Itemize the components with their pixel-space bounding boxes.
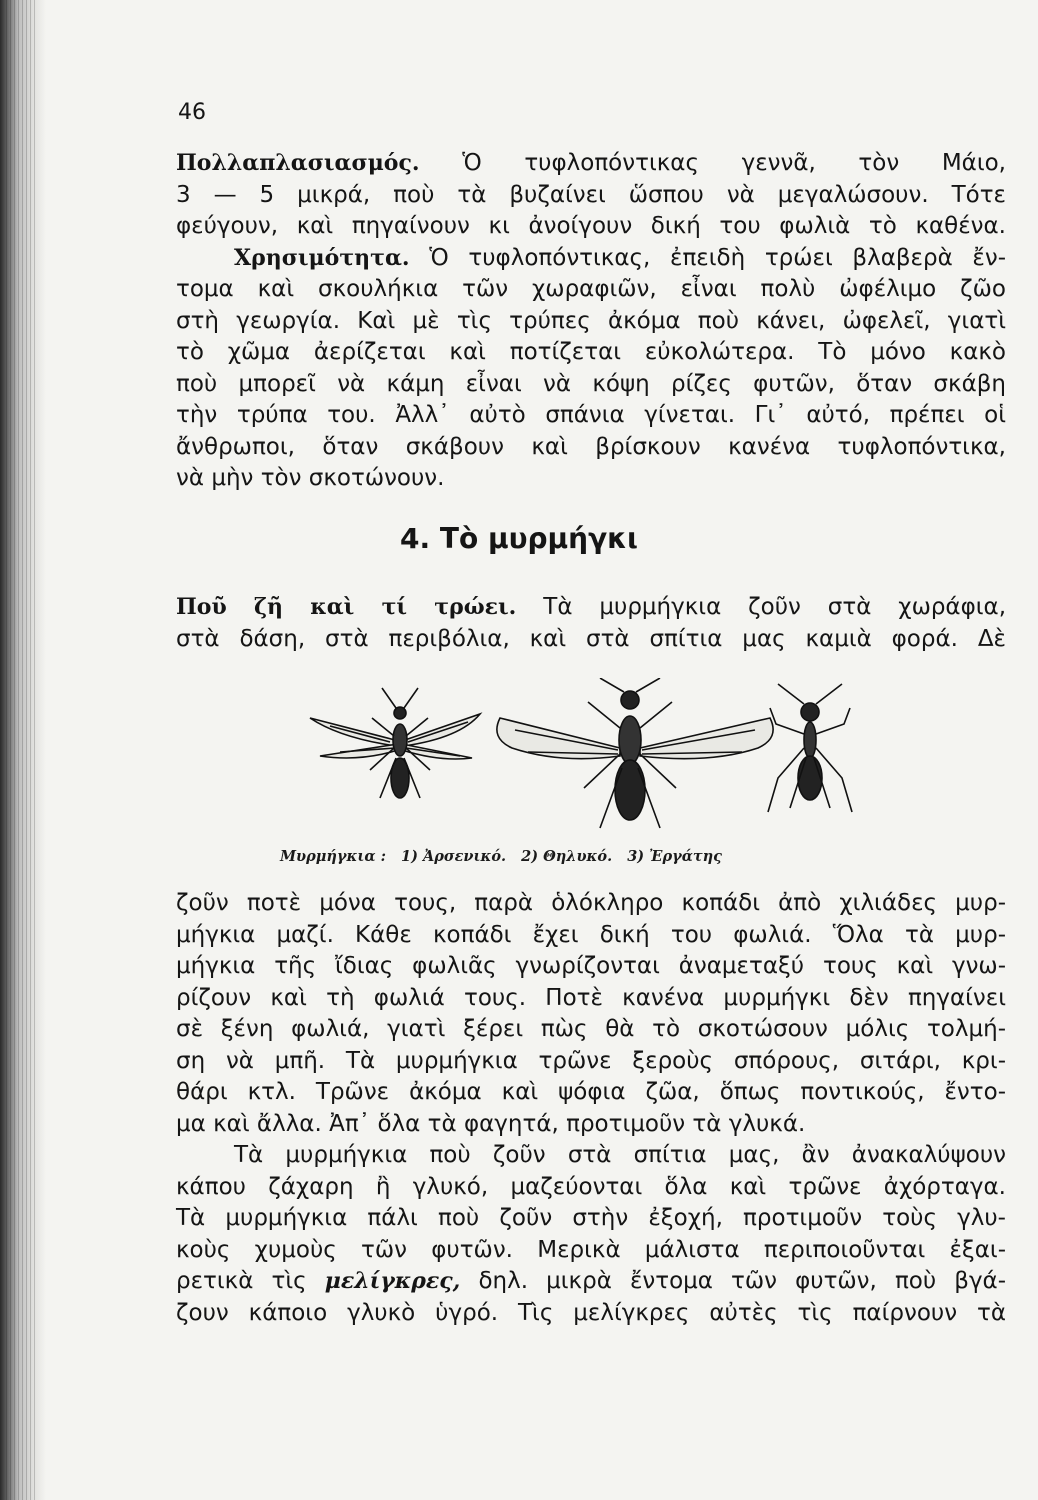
- text-line: ρετικὰ τὶς μελίγκρες, δηλ. μικρὰ ἔντομα τῶν φυτῶν, ποὺ βγά-: [176, 1268, 1007, 1294]
- text-line: νὰ μὴν τὸν σκοτώνουν.: [176, 465, 445, 491]
- text-line: φεύγουν, καὶ πηγαίνουν κι ἀνοίγουν δική του φωλιὰ τὸ καθένα.: [176, 213, 1006, 239]
- section-heading: 4. Τὸ μυρμήγκι: [400, 522, 638, 555]
- figure-caption: [280, 848, 900, 865]
- text-block-colony: [176, 888, 1006, 1329]
- text-line: ση νὰ μπῆ. Τὰ μυρμήγκια τρῶνε ξεροὺς σπόρους, σιτάρι, κρι-: [176, 1047, 1006, 1074]
- text-line: μήγκια τῆς ἴδιας φωλιᾶς γνωρίζονται ἀναμεταξύ τους καὶ γνω-: [176, 953, 1006, 979]
- text-line: ζουν κάποιο γλυκὸ ὑγρό. Τὶς μελίγκρες αὐτὲς τὶς παίρνουν τὰ: [176, 1299, 1006, 1326]
- text-line: σὲ ξένη φωλιά, γιατὶ ξέρει πὼς θὰ τὸ σκοτώσουν μόλις τολμή-: [176, 1016, 1006, 1042]
- text-line: Χρησιμότητα. Ὁ τυφλοπόντικας, ἐπειδὴ τρώει βλαβερὰ ἔν-: [234, 244, 1007, 271]
- caption-item-worker: 3) Ἐργάτης: [627, 848, 722, 865]
- female-ant-drawing: [497, 678, 773, 828]
- page-number: 46: [178, 100, 206, 125]
- text-line: μήγκια μαζί. Κάθε κοπάδι ἔχει δική του φωλιά. Ὅλα τὰ μυρ-: [176, 921, 1006, 948]
- text-line: 3 — 5 μικρά, ποὺ τὰ βυζαίνει ὥσπου νὰ μεγαλώσουν. Τότε: [176, 181, 1006, 208]
- worker-ant-drawing: [768, 684, 852, 812]
- text-line: κοὺς χυμοὺς τῶν φυτῶν. Μερικὰ μάλιστα περιποιοῦνται ἐξαι-: [176, 1236, 1006, 1263]
- caption-label: Μυρμήγκια :: [280, 848, 386, 865]
- caption-item-male: 1) Ἀρσενικό.: [401, 848, 507, 865]
- text-line: ρίζουν καὶ τὴ φωλιά τους. Ποτὲ κανένα μυρμήγκι δὲν πηγαίνει: [176, 984, 1006, 1011]
- text-line: Ποῦ ζῆ καὶ τί τρώει. Τὰ μυρμήγκια ζοῦν στὰ χωράφια,: [176, 594, 1007, 620]
- text-line: τομα καὶ σκουλήκια τῶν χωραφιῶν, εἶναι πολὺ ὠφέλιμο ζῶο: [176, 276, 1006, 302]
- text-line: ποὺ μπορεῖ νὰ κάμη εἶναι νὰ κόψη ρίζες φυτῶν, ὅταν σκάβη: [176, 370, 1006, 397]
- caption-item-female: 2) Θηλυκό.: [521, 848, 613, 865]
- text-line: Τὰ μυρμήγκια πάλι ποὺ ζοῦν στὴν ἐξοχή, προτιμοῦν τοὺς γλυ-: [176, 1205, 1006, 1231]
- text-line: τὸ χῶμα ἀερίζεται καὶ ποτίζεται εὐκολώτερα. Τὸ μόνο κακὸ: [176, 339, 1006, 365]
- text-line: Πολλαπλασιασμός. Ὁ τυφλοπόντικας γεννᾶ, τὸν Μάιο,: [176, 150, 1006, 176]
- page-edges: [6, 0, 36, 1500]
- text-line: μα καὶ ἄλλα. Ἀπ᾽ ὅλα τὰ φαγητά, προτιμοῦν τὰ γλυκά.: [176, 1110, 806, 1137]
- runin-heading-usefulness: Χρησιμότητα.: [234, 244, 410, 271]
- runin-heading-habitat: Ποῦ ζῆ καὶ τί τρώει.: [176, 594, 517, 620]
- text-line: ζοῦν ποτὲ μόνα τους, παρὰ ὁλόκληρο κοπάδι ἀπὸ χιλιάδες μυρ-: [176, 890, 1006, 916]
- text-line: ἄνθρωποι, ὅταν σκάβουν καὶ βρίσκουν κανένα τυφλοπόντικα,: [176, 433, 1006, 460]
- text-line: θάρι κτλ. Τρῶνε ἀκόμα καὶ ψόφια ζῶα, ὅπως ποντικούς, ἔντο-: [176, 1079, 1006, 1105]
- text-line: Τὰ μυρμήγκια ποὺ ζοῦν στὰ σπίτια μας, ἂν ἀνακαλύψουν: [234, 1142, 1006, 1168]
- text-line: τὴν τρύπα του. Ἀλλ᾽ αὐτὸ σπάνια γίνεται. Γι᾽ αὐτό, πρέπει οἱ: [176, 402, 1006, 428]
- male-ant-drawing: [310, 688, 480, 798]
- text-block-habitat: [176, 592, 1006, 655]
- text-line: κάπου ζάχαρη ἢ γλυκό, μαζεύονται ὅλα καὶ τρῶνε ἀχόρταγα.: [176, 1173, 1006, 1200]
- term-meligkres: μελίγκρες,: [324, 1268, 461, 1294]
- ants-illustration: [300, 678, 860, 838]
- runin-heading-reproduction: Πολλαπλασιασμός.: [176, 150, 420, 176]
- text-block-mole: [176, 148, 1006, 495]
- text-line: στὰ δάση, στὰ περιβόλια, καὶ στὰ σπίτια μας καμιὰ φορά. Δὲ: [176, 625, 1006, 652]
- text-line: στὴ γεωργία. Καὶ μὲ τὶς τρύπες ἀκόμα ποὺ κάνει, ὠφελεῖ, γιατὶ: [176, 307, 1006, 334]
